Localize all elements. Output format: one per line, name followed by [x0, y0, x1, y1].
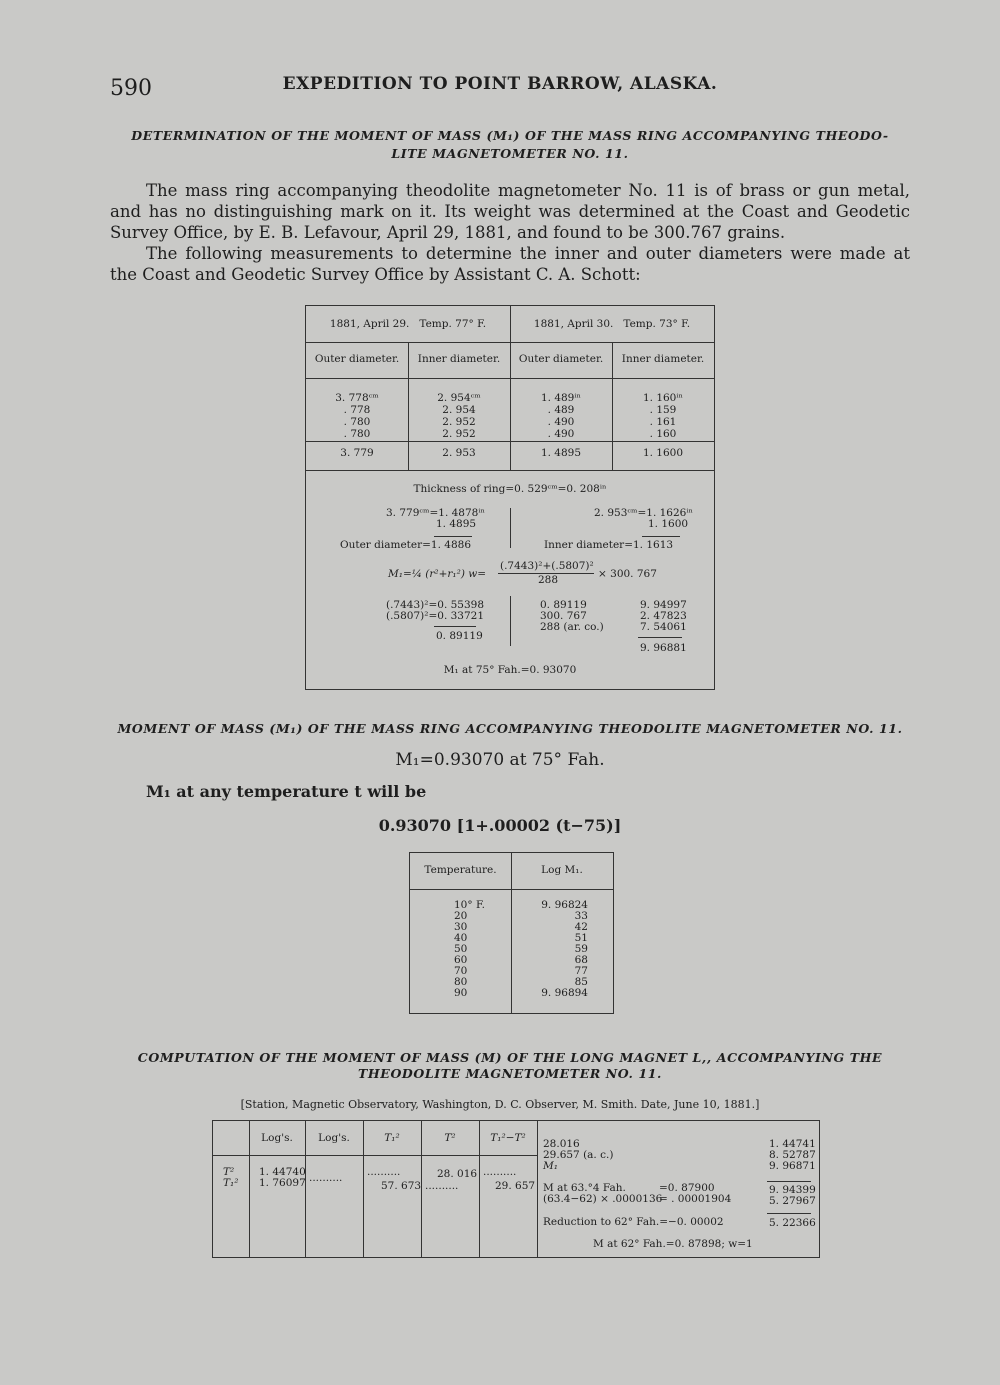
table3-header-logs2: Log's. [318, 1132, 350, 1144]
section3-title-line2: THEODOLITE MAGNETOMETER NO. 11. [358, 1066, 662, 1081]
diff-value: 29. 657 [495, 1180, 536, 1192]
table1-col-header-3: Outer diameter. [518, 353, 604, 365]
calc-left-2: (.5807)²=0. 33721 [386, 610, 485, 622]
table3-header-logs1: Log's. [261, 1132, 293, 1144]
calc-right-total: 9. 96881 [640, 642, 687, 654]
formula-right: × 300. 767 [598, 568, 657, 580]
right-labels: 28.016 29.657 (a. c.) M₁ [543, 1138, 614, 1172]
m-line1-value: =0. 87900 [659, 1182, 715, 1194]
formula-denominator: 288 [538, 574, 559, 586]
m-values: 9. 94399 5. 27967 [769, 1184, 816, 1207]
paragraph-1: The mass ring accompanying theodolite magnetometer No. 11 is of brass or gun metal, and has no distinguishing mark on it. Its weight was determined at the Coast and Geodetic Survey Office, by E. B. Lefavour, April 29, 1881, and found to be 300.767 grains. [110, 181, 910, 242]
table3-header-t1sq: T₁² [384, 1132, 400, 1144]
reduction-line: Reduction to 62° Fah.=−0. 00002 [543, 1216, 724, 1228]
table3-header-tsq: T² [444, 1132, 456, 1144]
right-conv-1: 2. 953ᶜᵐ=1. 1626ⁱⁿ [594, 507, 694, 519]
section1-body [110, 180, 910, 285]
calc-right: 9. 94997 2. 47823 7. 54061 [640, 599, 687, 633]
table1-head-right: 1881, April 30. Temp. 73° F. [533, 318, 691, 330]
table2-header-log: Log M₁. [541, 864, 583, 876]
section3-title-line1: COMPUTATION OF THE MOMENT OF MASS (M) OF THE LONG MAGNET L,, ACCOMPANYING THE [137, 1050, 883, 1065]
calc-left-1: (.7443)²=0. 55398 [386, 599, 485, 611]
thickness-line: Thickness of ring=0. 529ᶜᵐ=0. 208ⁱⁿ [413, 483, 607, 495]
table1-col-header-1: Outer diameter. [314, 353, 400, 365]
outer-diameter-result: Outer diameter=1. 4886 [340, 539, 471, 551]
table1-mean-4: 1. 1600 [642, 447, 684, 459]
row-label-t1sq: T₁² [223, 1177, 239, 1189]
section1-title-line1: DETERMINATION OF THE MOMENT OF MASS (M₁) OF THE MASS RING ACCOMPANYING THEODO- [131, 128, 889, 143]
log-value-2: 1. 76097 [259, 1177, 306, 1189]
table1-col4: 1. 160ⁱⁿ . 159 . 161 . 160 [642, 392, 684, 440]
right-values: 1. 44741 8. 52787 9. 96871 [769, 1138, 816, 1172]
table1-result: M₁ at 75° Fah.=0. 93070 [443, 664, 577, 676]
table1-col3: 1. 489ⁱⁿ . 489 . 490 . 490 [540, 392, 582, 440]
table3-header-diff: T₁²−T² [490, 1132, 526, 1144]
station-line: [Station, Magnetic Observatory, Washington, D. C. Observer, M. Smith. Date, June 10, 1881.] [240, 1098, 760, 1111]
formula-numerator: (.7443)²+(.5807)² [500, 560, 594, 572]
t1sq-value: 57. 673 [381, 1180, 422, 1192]
right-conv-2: 1. 1600 [648, 518, 689, 530]
table1-col2: 2. 954ᶜᵐ 2. 954 2. 952 2. 952 [437, 392, 481, 440]
diameter-table [305, 305, 715, 690]
running-title: EXPEDITION TO POINT BARROW, ALASKA. [282, 74, 718, 94]
inner-diameter-result: Inner diameter=1. 1613 [544, 539, 674, 551]
tsq-value: 28. 016 [437, 1168, 478, 1180]
log-value-1: 1. 44740 [259, 1166, 306, 1178]
table1-mean-2: 2. 953 [442, 447, 476, 459]
formula-left: M₁=¼ (r²+r₁²) w= [388, 568, 487, 580]
section2-temp-text: M₁ at any temperature t will be [146, 782, 427, 801]
table2-header-temp: Temperature. [424, 864, 497, 876]
m-line2-value: = . 00001904 [659, 1193, 732, 1205]
m-line1-label: M at 63.°4 Fah. [543, 1182, 626, 1194]
log-table [409, 852, 614, 1014]
m-line2-label: (63.4−62) × .0000136 [543, 1193, 663, 1205]
final-result: M at 62° Fah.=0. 87898; w=1 [593, 1238, 753, 1250]
table1-mean-3: 1. 4895 [540, 447, 582, 459]
paragraph-2: The following measurements to determine the inner and outer diameters were made at the Coast and Geodetic Survey Office by Assistant C. A. Schott: [110, 244, 910, 284]
section2-title: MOMENT OF MASS (M₁) OF THE MASS RING ACCOMPANYING THEODOLITE MAGNETOMETER NO. 11. [117, 721, 903, 736]
table1-col-header-2: Inner diameter. [417, 353, 501, 365]
table1-mean-1: 3. 779 [340, 447, 374, 459]
row-label-tsq: T² [223, 1166, 235, 1178]
page-number: 590 [110, 76, 152, 101]
section1-title-line2: LITE MAGNETOMETER NO. 11. [391, 146, 629, 161]
table1-col1: 3. 778ᶜᵐ . 778 . 780 . 780 [335, 392, 379, 440]
left-conv-1: 3. 779ᶜᵐ=1. 4878ⁱⁿ [386, 507, 486, 519]
calc-mid: 0. 89119 300. 767 288 (ar. co.) [540, 599, 604, 633]
table1-head-left: 1881, April 29. Temp. 77° F. [329, 318, 487, 330]
table2-logs: 9. 96824 33 42 51 59 68 77 85 9. 96894 [541, 899, 588, 999]
calc-left-3: 0. 89119 [436, 630, 483, 642]
section2-formula: 0.93070 [1+.00002 (t−75)] [378, 816, 622, 835]
reduction-value: 5. 22366 [769, 1217, 816, 1229]
left-conv-2: 1. 4895 [436, 518, 477, 530]
section2-value: M₁=0.93070 at 75° Fah. [395, 750, 605, 770]
table1-col-header-4: Inner diameter. [621, 353, 705, 365]
magnet-table: Log's. Log's. T₁² T² T₁²−T² T² T₁² 1. 44740 1. 76097 .......... .......... 57. 673 28. 016 .......... .......... 29. 657 28.016 29.657 (a. c.) M₁ 1. 44741 8. 52787 9. 96871 M at 63.°4 Fah. =0. 87900 (63.4−62) × .0000136 = . 00001904 9. 94399 5. 27967 Reduction to 62° Fah.=−0. 00002 5. 22366 M at 62° Fah.=0. 87898; w=1 [212, 1120, 820, 1258]
table2-temps: 10° F. 20 30 40 50 60 70 80 90 [454, 899, 485, 999]
